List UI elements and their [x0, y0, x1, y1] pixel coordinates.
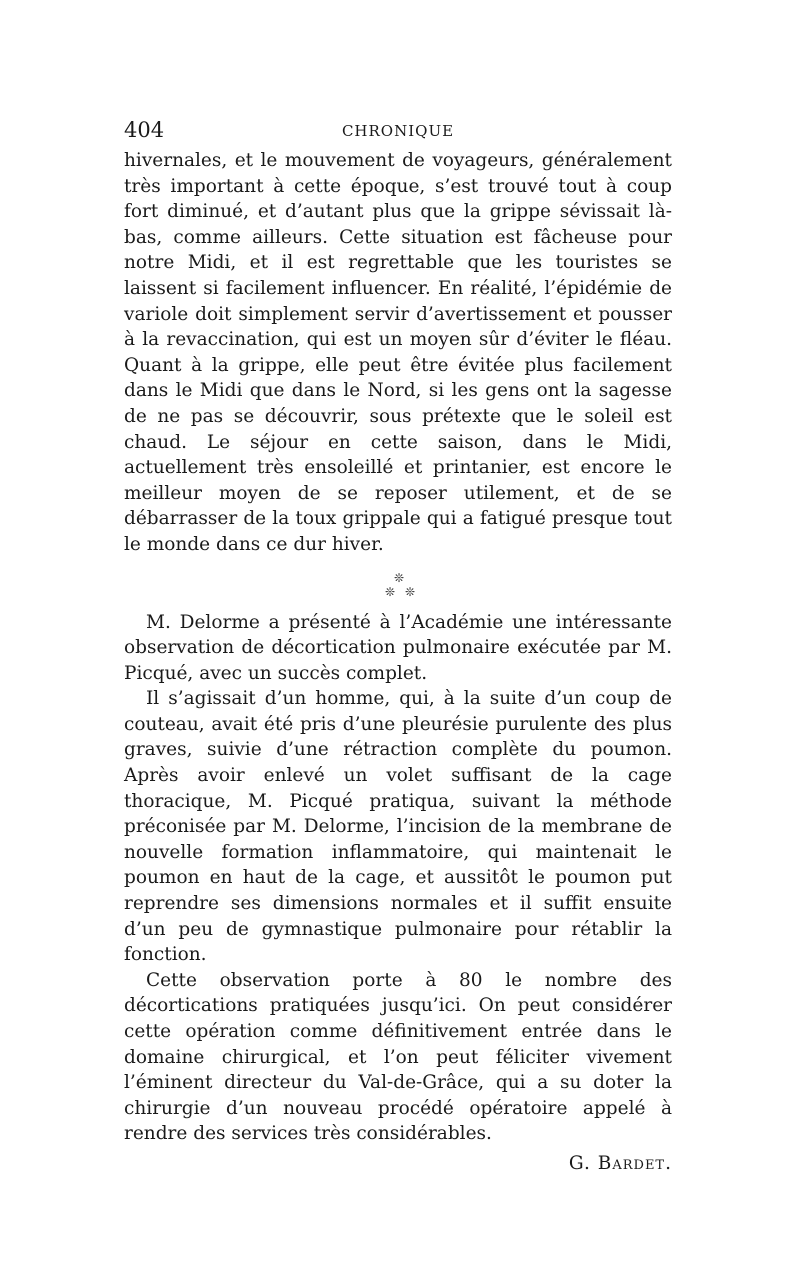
- book-page: [124, 118, 672, 1174]
- chronicle-body: [124, 148, 672, 1147]
- asterism-star-icon: ❊: [385, 584, 396, 599]
- asterism-star-icon: ❊: [394, 570, 405, 585]
- paragraph-continuation: hivernales, et le mouvement de voyageurs, généralement très important à cette époque, s’est trouvé tout à coup fort diminué, et d’autant plus que la grippe sévissait là-bas, comme ailleurs. Cette situation est fâcheuse pour notre Midi, et il est regrettable que les touristes se laissent si facilement influencer. En réalité, l’épidémie de variole doit simplement servir d’avertissement et pousser à la revaccination, qui est un moyen sûr d’éviter le fléau. Quant à la grippe, elle peut être évitée plus facilement dans le Midi que dans le Nord, si les gens ont la sagesse de ne pas se découvrir, sous prétexte que le soleil est chaud. Le séjour en cette saison, dans le Midi, actuellement très ensoleillé et printanier, est encore le meilleur moyen de se reposer utilement, et de se débarrasser de la toux grippale qui a fatigué presque tout le monde dans ce dur hiver.: [124, 150, 672, 555]
- section-separator-asterism: [124, 562, 672, 610]
- signature-initial: G.: [568, 1152, 591, 1174]
- signature-surname: Bardet.: [597, 1152, 672, 1174]
- author-signature: [124, 1153, 672, 1174]
- page-number: 404: [124, 118, 165, 142]
- paragraph-delorme-report: M. Delorme a présenté à l’Académie une intéressante observation de décortication pulmonaire exécutée par M. Picqué, avec un succès complet.: [124, 611, 672, 684]
- paragraph-conclusion: Cette observation porte à 80 le nombre des décortications pratiquées jusqu’ici. On peut considérer cette opération comme définitivement entrée dans le domaine chirurgical, et l’on peut féliciter vivement l’éminent directeur du Val-de-Grâce, qui a su doter la chirurgie d’un nouveau procédé opératoire appelé à rendre des services très considérables.: [124, 969, 672, 1145]
- page-header: [124, 118, 672, 148]
- running-head: CHRONIQUE: [341, 122, 455, 140]
- asterism-star-icon: ❊: [405, 584, 416, 599]
- paragraph-case-description: Il s’agissait d’un homme, qui, à la suite d’un coup de couteau, avait été pris d’une pleurésie purulente des plus graves, suivie d’une rétraction complète du poumon. Après avoir enlevé un volet suffisant de la cage thoracique, M. Picqué pratiqua, suivant la méthode préconisée par M. Delorme, l’incision de la membrane de nouvelle formation inflammatoire, qui maintenait le poumon en haut de la cage, et aussitôt le poumon put reprendre ses dimensions normales et il suffit ensuite d’un peu de gymnastique pulmonaire pour rétablir la fonction.: [124, 688, 672, 966]
